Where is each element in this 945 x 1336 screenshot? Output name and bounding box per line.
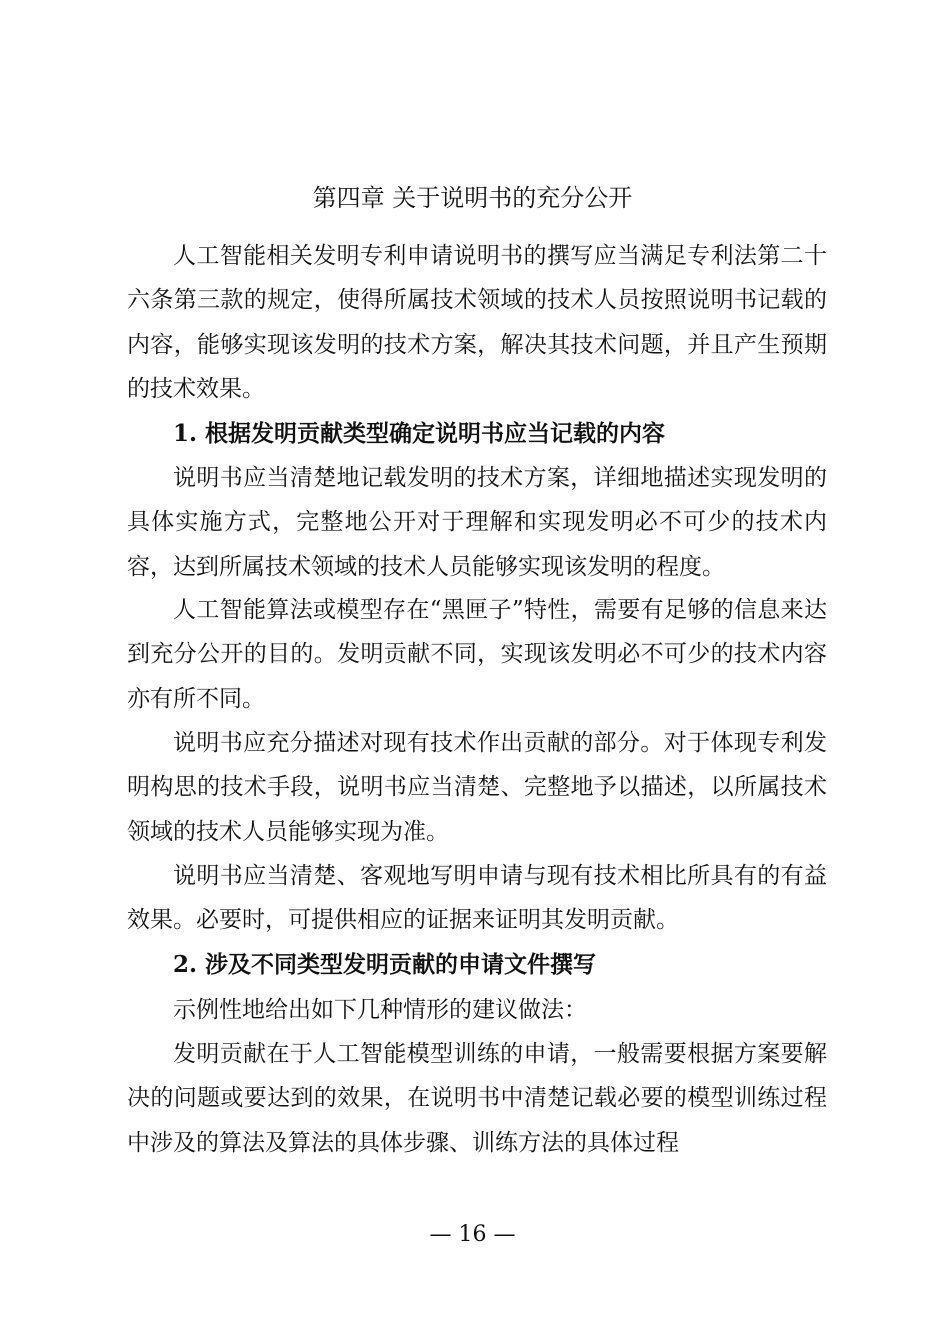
paragraph-disclosure-requirement: 人工智能相关发明专利申请说明书的撰写应当满足专利法第二十六条第三款的规定，使得所属技术领域的技术人员按照说明书记载的内容，能够实现该发明的技术方案，解决其技术问题，并且产生预期的技术效果。 [127,243,827,402]
paragraph-example-intro: 示例性地给出如下几种情形的建议做法： [173,997,587,1023]
section-heading-1: 1. 根据发明贡献类型确定说明书应当记载的内容 [173,420,666,447]
page-number: — 16 — [429,1222,516,1247]
paragraph-beneficial-effects: 说明书应当清楚、客观地写明申请与现有技术相比所具有的有益效果。必要时，可提供相应的证据来证明其发明贡献。 [127,863,827,934]
chapter-title: 第四章 关于说明书的充分公开 [312,184,633,212]
section-heading-2: 2. 涉及不同类型发明贡献的申请文件撰写 [173,951,597,978]
paragraph-clear-description: 说明书应当清楚地记载发明的技术方案，详细地描述实现发明的具体实施方式，完整地公开对于理解和实现发明必不可少的技术内容，达到所属技术领域的技术人员能够实现该发明的程度。 [127,465,827,580]
paragraph-model-training: 发明贡献在于人工智能模型训练的申请，一般需要根据方案要解决的问题或要达到的效果，在说明书中清楚记载必要的模型训练过程中涉及的算法及算法的具体步骤、训练方法的具体过程 [127,1041,827,1156]
paragraph-contribution-part: 说明书应充分描述对现有技术作出贡献的部分。对于体现专利发明构思的技术手段，说明书应当清楚、完整地予以描述，以所属技术领域的技术人员能够实现为准。 [127,730,827,845]
paragraph-black-box: 人工智能算法或模型存在“黑匣子”特性，需要有足够的信息来达到充分公开的目的。发明贡献不同，实现该发明必不可少的技术内容亦有所不同。 [127,597,827,712]
